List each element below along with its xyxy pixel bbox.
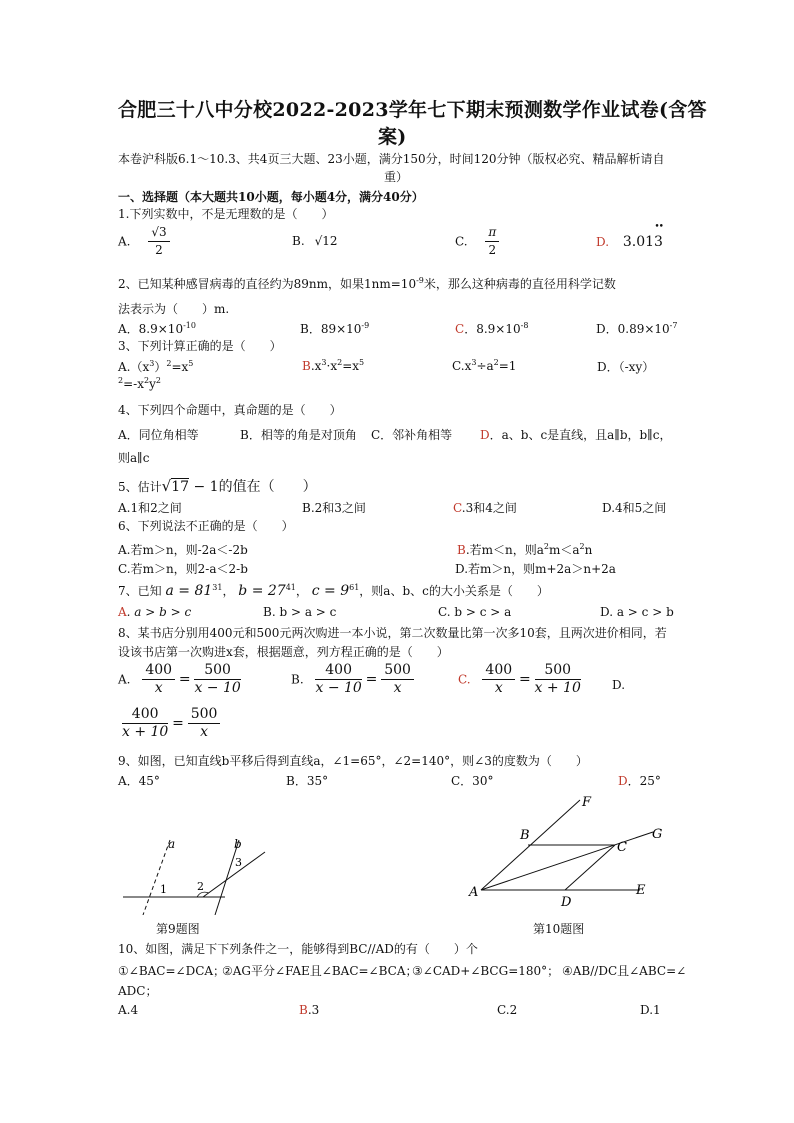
q4-option-c: C．邻补角相等 xyxy=(371,428,453,442)
q8-option-c: C. $\frac{400}{x}$ = $\frac{500}{x + 10}$ xyxy=(458,662,581,696)
q4-option-b: B．相等的角是对顶角 xyxy=(240,428,357,442)
figure-9-diagram xyxy=(115,830,275,915)
fig9-label-2: 2 xyxy=(197,880,204,893)
intro-line1: 本卷沪科版6.1～10.3、共4页三大题、23小题，满分150分，时间120分钟（版权必究、精品解析请自 xyxy=(118,152,665,166)
fig10-label-g: G xyxy=(652,827,663,842)
q7-option-b: B. b > a > c xyxy=(263,605,337,619)
q7-option-c: C. b > c > a xyxy=(438,605,512,619)
figure-10-diagram xyxy=(465,790,675,912)
q2-option-d: D．$0.89\times 10^{-7}$ xyxy=(596,321,678,336)
fig10-label-c: C xyxy=(617,840,627,855)
title-line2: 案) xyxy=(378,126,407,148)
q5-option-b: B.2和3之间 xyxy=(302,501,366,515)
q8-option-a: A. $\frac{400}{x}$ = $\frac{500}{x - 10}$ xyxy=(118,662,241,696)
q10-stem: 10、如图，满足下下列条件之一，能够得到BC//AD的有（ ）个 xyxy=(118,942,478,956)
fig9-label-1: 1 xyxy=(160,883,167,896)
q7-option-d: D. a > c > b xyxy=(600,605,674,619)
q9-option-b: B．35° xyxy=(286,774,329,788)
q10-option-b: B.3 xyxy=(299,1003,320,1017)
q5-option-d: D.4和5之间 xyxy=(602,501,667,515)
q5-option-c: C.3和4之间 xyxy=(453,501,517,515)
intro-line2: 重） xyxy=(384,170,409,184)
q3-option-d-continued: $^2=-x^2y^2$ xyxy=(118,376,161,391)
q4-option-d-continued: 则a∥c xyxy=(118,451,150,465)
q10-option-d: D.1 xyxy=(640,1003,661,1017)
q5-option-a: A.1和2之间 xyxy=(118,501,182,515)
q9-option-d: D．25° xyxy=(618,774,661,788)
q10-condition-2: ②AG平分∠FAE且∠BAC=∠BCA； xyxy=(222,964,418,978)
q7-option-a: A. a > b > c xyxy=(118,605,192,619)
q2-option-b: B．$89\times 10^{-9}$ xyxy=(300,321,370,336)
q3-option-c: $C.x^3\div a^2=1$ xyxy=(452,358,517,373)
q8-stem-line1: 8、某书店分别用400元和500元两次购进一本小说，第二次数量比第一次多10套，且两次进价相同，若 xyxy=(118,626,667,640)
q3-option-b: $B.x^3\cdot x^2=x^5$ xyxy=(302,358,365,373)
section-heading: 一、选择题（本大题共10小题，每小题4分，满分40分） xyxy=(118,190,424,204)
q2-option-c: C．$8.9\times 10^{-8}$ xyxy=(455,321,529,336)
q8-option-d-label: D. xyxy=(612,678,626,692)
q1-option-a: A. $\frac{√3}{2}$ xyxy=(118,224,170,259)
q6-stem: 6、下列说法不正确的是（ ） xyxy=(118,519,294,533)
q10-condition-3: ③∠CAD+∠BCG=180°； xyxy=(412,964,560,978)
fig9-label-3: 3 xyxy=(235,856,242,869)
title-line1: 合肥三十八中分校2022-2023学年七下期末预测数学作业试卷(含答 xyxy=(118,99,707,121)
q3-stem: 3、下列计算正确的是（ ） xyxy=(118,339,282,353)
q8-option-d: $\frac{400}{x + 10}$ = $\frac{500}{x}$ xyxy=(122,706,220,741)
q5-stem: 5、估计√17 − 1的值在（ ） xyxy=(118,477,317,495)
figure-9-caption: 第9题图 xyxy=(156,922,200,936)
q1-option-b: B. √12 xyxy=(292,234,338,248)
q8-stem-line2: 设该书店第一次购进x套，根据题意，列方程正确的是（ ） xyxy=(118,645,449,659)
q2-stem-line2: 法表示为（ ）m. xyxy=(118,302,230,316)
figure-10-caption: 第10题图 xyxy=(533,922,585,936)
q9-stem: 9、如图，已知直线b平移后得到直线a，∠1=65°，∠2=140°，则∠3的度数为（ ） xyxy=(118,754,588,768)
fig10-label-b: B xyxy=(520,828,530,843)
q4-stem: 4、下列四个命题中，真命题的是（ ） xyxy=(118,403,342,417)
q7-stem: 7、已知 $a = 81^{31}$， $b = 27^{41}$， $c = 9^{61}$，则a、b、c的大小关系是（ ） xyxy=(118,583,549,599)
q6-option-c: C.若m＞n，则2-a＜2-b xyxy=(118,562,248,576)
q2-option-a: A．$8.9\times 10^{-10}$ xyxy=(118,321,196,336)
q1-stem: 1.下列实数中，不是无理数的是（ ） xyxy=(118,207,334,221)
q1-option-d: D. 3.013 •• xyxy=(596,222,663,250)
fig9-label-b: b xyxy=(234,837,242,851)
q1-option-c: C. $\frac{\pi}{2}$ xyxy=(455,224,499,259)
q2-stem-line1: 2、已知某种感冒病毒的直径约为89nm，如果$1nm=10^{-9}$米，那么这种病毒的直径用科学记数 xyxy=(118,276,616,291)
fig10-label-d: D xyxy=(561,895,572,910)
fig9-label-a: a xyxy=(168,837,176,851)
q6-option-b: B.若m＜n，则$a^2m<a^2n$ xyxy=(457,542,593,557)
q4-option-d: D．a、b、c是直线，且a∥b，b∥c， xyxy=(480,428,672,442)
q3-option-d: D．（-xy） xyxy=(597,360,655,374)
q3-option-a: $A.(x^3)^2=x^5$ xyxy=(118,359,194,374)
fig10-label-f: F xyxy=(582,795,592,810)
q4-option-a: A．同位角相等 xyxy=(118,428,199,442)
q10-option-a: A.4 xyxy=(118,1003,139,1017)
q10-condition-4: ④AB//DC且∠ABC=∠ xyxy=(562,964,687,978)
q9-option-a: A．45° xyxy=(118,774,160,788)
q10-condition-1: ①∠BAC=∠DCA； xyxy=(118,964,226,978)
fig10-label-a: A xyxy=(469,885,479,900)
q6-option-a: A.若m＞n，则-2a＜-2b xyxy=(118,543,248,557)
q6-option-d: D.若m＞n，则m+2a＞n+2a xyxy=(455,562,616,576)
q10-option-c: C.2 xyxy=(497,1003,518,1017)
q8-option-b: B. $\frac{400}{x - 10}$ = $\frac{500}{x}$ xyxy=(291,662,414,697)
q9-option-c: C．30° xyxy=(451,774,494,788)
q10-condition-4-continued: ADC； xyxy=(118,984,158,998)
fig10-label-e: E xyxy=(636,883,646,898)
